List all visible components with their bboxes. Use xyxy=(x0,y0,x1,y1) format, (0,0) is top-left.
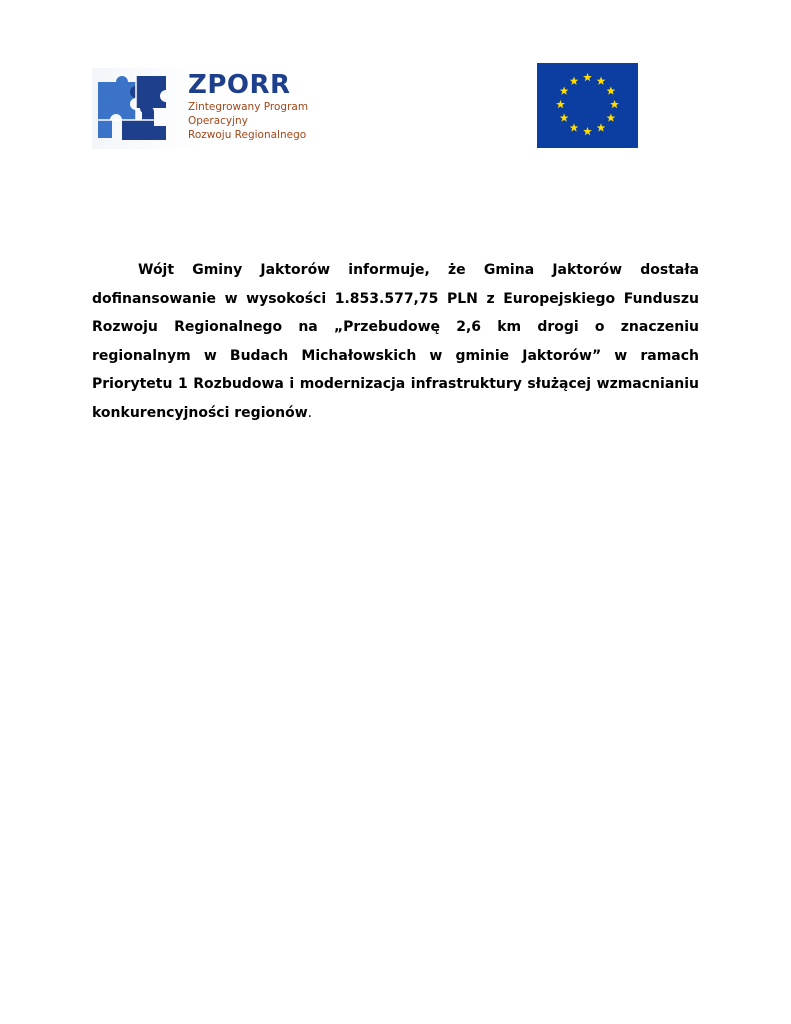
zporr-subtitle-line2: Operacyjny xyxy=(188,115,248,127)
notice-text: Wójt Gminy Jaktorów informuje, że Gmina Jaktorów dostała dofinansowanie w wysokości 1.853.577,75 PLN z Europejskiego Funduszu Rozwoju Regionalnego na „Przebudowę 2,6 km drogi o znaczeniu regionalnym w Budach Michałowskich w gminie Jaktorów” w ramach Priorytetu 1 Rozbudowa i modernizacja infrastruktury służącej wzmacnianiu konkurencyjności regionów xyxy=(92,262,699,421)
zporr-title: ZPORR xyxy=(188,70,291,100)
eu-flag-icon xyxy=(537,63,638,148)
notice-period: . xyxy=(307,404,313,421)
notice-paragraph xyxy=(92,256,699,427)
zporr-logo xyxy=(92,68,344,149)
zporr-subtitle-line3: Rozwoju Regionalnego xyxy=(188,129,307,141)
puzzle-icon xyxy=(92,68,174,149)
zporr-subtitle-line1: Zintegrowany Program xyxy=(188,101,309,113)
